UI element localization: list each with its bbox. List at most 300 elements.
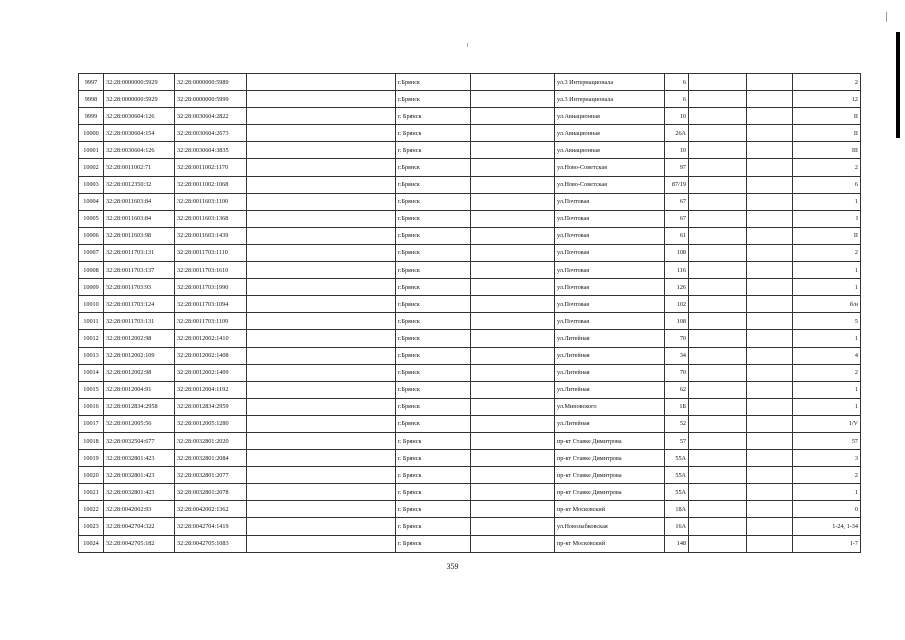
row-number-cell: 10008 bbox=[79, 262, 104, 279]
apartment-cell: I bbox=[793, 210, 861, 227]
cadastral-number-object-cell: 32:28:0011002:1170 bbox=[175, 159, 247, 176]
blank-col-2-cell bbox=[471, 108, 555, 125]
blank-col-cell bbox=[247, 296, 396, 313]
blank-col-3-cell bbox=[689, 450, 747, 467]
table-row bbox=[79, 296, 861, 313]
blank-col-3-cell bbox=[689, 244, 747, 261]
row-number-cell: 10011 bbox=[79, 313, 104, 330]
blank-col-3-cell bbox=[689, 296, 747, 313]
cadastral-number-object-cell: 32:28:0042002:1362 bbox=[175, 501, 247, 518]
street-cell: пр-кт Ставке Димитрова bbox=[555, 432, 665, 449]
apartment-cell: 1 bbox=[793, 398, 861, 415]
apartment-cell: 1 bbox=[793, 484, 861, 501]
street-cell: ул.Ново-Советская bbox=[555, 159, 665, 176]
blank-col-2-cell bbox=[471, 279, 555, 296]
street-cell: ул.Литейная bbox=[555, 347, 665, 364]
cadastral-number-object-cell: 32:28:0030604:2822 bbox=[175, 108, 247, 125]
blank-col-cell bbox=[247, 364, 396, 381]
blank-col-3-cell bbox=[689, 279, 747, 296]
table-row bbox=[79, 432, 861, 449]
blank-col-4-cell bbox=[747, 142, 793, 159]
table-row bbox=[79, 484, 861, 501]
blank-col-2-cell bbox=[471, 415, 555, 432]
cadastral-number-object-cell: 32:28:0042704:1419 bbox=[175, 518, 247, 535]
apartment-cell: 6 bbox=[793, 176, 861, 193]
city-cell: г.Брянск bbox=[396, 193, 471, 210]
apartment-cell: б/н bbox=[793, 296, 861, 313]
blank-col-cell bbox=[247, 279, 396, 296]
city-cell: г.Брянск bbox=[396, 398, 471, 415]
row-number-cell: 10016 bbox=[79, 398, 104, 415]
blank-col-4-cell bbox=[747, 313, 793, 330]
cadastral-number-land-cell: 32:28:0011002:71 bbox=[104, 159, 175, 176]
cadastral-number-land-cell: 32:28:0011703:124 bbox=[104, 296, 175, 313]
blank-col-2-cell bbox=[471, 501, 555, 518]
table-row bbox=[79, 74, 861, 91]
street-cell: ул.Литейная bbox=[555, 415, 665, 432]
cadastral-number-land-cell: 32:28:0042002:93 bbox=[104, 501, 175, 518]
row-number-cell: 10012 bbox=[79, 330, 104, 347]
blank-col-4-cell bbox=[747, 125, 793, 142]
apartment-cell: 1 bbox=[793, 381, 861, 398]
city-cell: г.Брянск bbox=[396, 347, 471, 364]
table-row bbox=[79, 415, 861, 432]
table-row bbox=[79, 398, 861, 415]
house-number-cell: 52 bbox=[665, 415, 689, 432]
city-cell: г.Брянск bbox=[396, 91, 471, 108]
house-number-cell: 55А bbox=[665, 450, 689, 467]
blank-col-4-cell bbox=[747, 210, 793, 227]
cadastral-number-object-cell: 32:28:0032801:2084 bbox=[175, 450, 247, 467]
blank-col-4-cell bbox=[747, 159, 793, 176]
blank-col-3-cell bbox=[689, 432, 747, 449]
apartment-cell: 2 bbox=[793, 159, 861, 176]
house-number-cell: 70 bbox=[665, 330, 689, 347]
blank-col-cell bbox=[247, 193, 396, 210]
cadastral-number-object-cell: 32:28:0011703:1990 bbox=[175, 279, 247, 296]
apartment-cell: 57 bbox=[793, 432, 861, 449]
row-number-cell: 10007 bbox=[79, 244, 104, 261]
blank-col-4-cell bbox=[747, 176, 793, 193]
apartment-cell: 1 bbox=[793, 193, 861, 210]
cadastral-number-object-cell: 32:28:0011703:1610 bbox=[175, 262, 247, 279]
row-number-cell: 10002 bbox=[79, 159, 104, 176]
blank-col-2-cell bbox=[471, 364, 555, 381]
cadastral-number-land-cell: 32:28:0011703:93 bbox=[104, 279, 175, 296]
apartment-cell: 2 bbox=[793, 364, 861, 381]
table-row bbox=[79, 313, 861, 330]
cadastral-number-object-cell: 32:28:0032801:2078 bbox=[175, 484, 247, 501]
blank-col-3-cell bbox=[689, 484, 747, 501]
cadastral-number-object-cell: 32:28:0012004:1192 bbox=[175, 381, 247, 398]
street-cell: ул.Почтовая bbox=[555, 193, 665, 210]
blank-col-3-cell bbox=[689, 381, 747, 398]
cadastral-number-land-cell: 32:28:0030604:154 bbox=[104, 125, 175, 142]
house-number-cell: 62 bbox=[665, 381, 689, 398]
street-cell: ул.Миновского bbox=[555, 398, 665, 415]
blank-col-cell bbox=[247, 74, 396, 91]
table-row bbox=[79, 142, 861, 159]
cadastral-number-object-cell: 32:28:0030604:2673 bbox=[175, 125, 247, 142]
house-number-cell: 6 bbox=[665, 91, 689, 108]
house-number-cell: 55А bbox=[665, 467, 689, 484]
blank-col-cell bbox=[247, 210, 396, 227]
row-number-cell: 10024 bbox=[79, 535, 104, 552]
apartment-cell: 12 bbox=[793, 91, 861, 108]
table-row bbox=[79, 381, 861, 398]
table-row bbox=[79, 91, 861, 108]
blank-col-2-cell bbox=[471, 91, 555, 108]
cadastral-number-object-cell: 32:28:0032801:2020 bbox=[175, 432, 247, 449]
house-number-cell: 16А bbox=[665, 518, 689, 535]
cadastral-number-object-cell: 32:28:0042705:1083 bbox=[175, 535, 247, 552]
cadastral-number-object-cell: 32:28:0030604:3835 bbox=[175, 142, 247, 159]
blank-col-cell bbox=[247, 313, 396, 330]
cadastral-number-land-cell: 32:28:0030604:126 bbox=[104, 142, 175, 159]
blank-col-cell bbox=[247, 159, 396, 176]
street-cell: ул.Ново-Советская bbox=[555, 176, 665, 193]
street-cell: ул.Литейная bbox=[555, 364, 665, 381]
blank-col-cell bbox=[247, 142, 396, 159]
house-number-cell: 1Б bbox=[665, 398, 689, 415]
blank-col-cell bbox=[247, 108, 396, 125]
street-cell: ул.Почтовая bbox=[555, 279, 665, 296]
city-cell: г. Брянск bbox=[396, 501, 471, 518]
house-number-cell: 70 bbox=[665, 364, 689, 381]
blank-col-2-cell bbox=[471, 159, 555, 176]
blank-col-cell bbox=[247, 398, 396, 415]
city-cell: г.Брянск bbox=[396, 381, 471, 398]
blank-col-4-cell bbox=[747, 74, 793, 91]
row-number-cell: 10015 bbox=[79, 381, 104, 398]
scan-mark-top bbox=[886, 12, 887, 22]
blank-col-2-cell bbox=[471, 518, 555, 535]
house-number-cell: 87/19 bbox=[665, 176, 689, 193]
apartment-cell: II bbox=[793, 108, 861, 125]
row-number-cell: 10001 bbox=[79, 142, 104, 159]
blank-col-3-cell bbox=[689, 159, 747, 176]
cadastral-number-land-cell: 32:28:0012002:98 bbox=[104, 364, 175, 381]
city-cell: г.Брянск bbox=[396, 262, 471, 279]
blank-col-cell bbox=[247, 262, 396, 279]
blank-col-2-cell bbox=[471, 398, 555, 415]
blank-col-4-cell bbox=[747, 347, 793, 364]
table-row bbox=[79, 347, 861, 364]
blank-col-2-cell bbox=[471, 193, 555, 210]
cadastral-number-object-cell: 32:28:0011703:1110 bbox=[175, 244, 247, 261]
cadastral-number-land-cell: 32:28:0042704:322 bbox=[104, 518, 175, 535]
cadastral-number-land-cell: 32:28:0012002:98 bbox=[104, 330, 175, 347]
apartment-cell: II bbox=[793, 227, 861, 244]
blank-col-cell bbox=[247, 227, 396, 244]
city-cell: г. Брянск bbox=[396, 108, 471, 125]
cadastral-number-land-cell: 32:28:0030604:126 bbox=[104, 108, 175, 125]
city-cell: г. Брянск bbox=[396, 518, 471, 535]
blank-col-4-cell bbox=[747, 279, 793, 296]
registry-table-body bbox=[79, 74, 861, 553]
apartment-cell: III bbox=[793, 142, 861, 159]
blank-col-4-cell bbox=[747, 364, 793, 381]
blank-col-2-cell bbox=[471, 484, 555, 501]
city-cell: г. Брянск bbox=[396, 484, 471, 501]
street-cell: ул.Литейная bbox=[555, 381, 665, 398]
blank-col-cell bbox=[247, 91, 396, 108]
street-cell: ул.Литейная bbox=[555, 330, 665, 347]
row-number-cell: 10010 bbox=[79, 296, 104, 313]
house-number-cell: 10 bbox=[665, 108, 689, 125]
cadastral-number-land-cell: 32:28:0012834:2958 bbox=[104, 398, 175, 415]
cadastral-number-object-cell: 32:28:0012834:2959 bbox=[175, 398, 247, 415]
blank-col-cell bbox=[247, 535, 396, 552]
blank-col-3-cell bbox=[689, 74, 747, 91]
row-number-cell: 10006 bbox=[79, 227, 104, 244]
house-number-cell: 10 bbox=[665, 142, 689, 159]
blank-col-4-cell bbox=[747, 296, 793, 313]
city-cell: г.Брянск bbox=[396, 244, 471, 261]
table-row bbox=[79, 125, 861, 142]
blank-col-2-cell bbox=[471, 330, 555, 347]
street-cell: ул.3 Интернационала bbox=[555, 91, 665, 108]
blank-col-2-cell bbox=[471, 450, 555, 467]
city-cell: г.Брянск bbox=[396, 74, 471, 91]
blank-col-3-cell bbox=[689, 125, 747, 142]
house-number-cell: 6 bbox=[665, 74, 689, 91]
table-row bbox=[79, 227, 861, 244]
table-row bbox=[79, 501, 861, 518]
apartment-cell: 1-24, 1-34 bbox=[793, 518, 861, 535]
cadastral-number-object-cell: 32:28:0032801:2077 bbox=[175, 467, 247, 484]
cadastral-number-object-cell: 32:28:0011703:1109 bbox=[175, 313, 247, 330]
row-number-cell: 10003 bbox=[79, 176, 104, 193]
cadastral-number-land-cell: 32:28:0011703:131 bbox=[104, 313, 175, 330]
blank-col-2-cell bbox=[471, 227, 555, 244]
scan-edge-bar bbox=[896, 32, 900, 138]
house-number-cell: 126 bbox=[665, 279, 689, 296]
cadastral-number-land-cell: 32:28:0011603:98 bbox=[104, 227, 175, 244]
blank-col-4-cell bbox=[747, 381, 793, 398]
page-number: 359 bbox=[446, 562, 459, 571]
street-cell: ул.Почтовая bbox=[555, 313, 665, 330]
blank-col-4-cell bbox=[747, 244, 793, 261]
house-number-cell: 67 bbox=[665, 210, 689, 227]
blank-col-cell bbox=[247, 125, 396, 142]
house-number-cell: 108 bbox=[665, 244, 689, 261]
table-row bbox=[79, 450, 861, 467]
blank-col-2-cell bbox=[471, 262, 555, 279]
blank-col-2-cell bbox=[471, 74, 555, 91]
blank-col-4-cell bbox=[747, 467, 793, 484]
apartment-cell: 1 bbox=[793, 330, 861, 347]
row-number-cell: 9997 bbox=[79, 74, 104, 91]
blank-col-3-cell bbox=[689, 364, 747, 381]
street-cell: ул.Новозыбковская bbox=[555, 518, 665, 535]
blank-col-3-cell bbox=[689, 108, 747, 125]
cadastral-number-land-cell: 32:28:0011703:131 bbox=[104, 244, 175, 261]
cadastral-number-land-cell: 32:28:0000000:5929 bbox=[104, 91, 175, 108]
apartment-cell: 2 bbox=[793, 244, 861, 261]
cadastral-number-object-cell: 32:28:0012002:1408 bbox=[175, 347, 247, 364]
cadastral-number-land-cell: 32:28:0032801:423 bbox=[104, 467, 175, 484]
blank-col-3-cell bbox=[689, 330, 747, 347]
blank-col-cell bbox=[247, 244, 396, 261]
row-number-cell: 10017 bbox=[79, 415, 104, 432]
street-cell: ул.Авиационная bbox=[555, 142, 665, 159]
row-number-cell: 9998 bbox=[79, 91, 104, 108]
city-cell: г. Брянск bbox=[396, 535, 471, 552]
street-cell: ул.Почтовая bbox=[555, 227, 665, 244]
blank-col-2-cell bbox=[471, 176, 555, 193]
blank-col-3-cell bbox=[689, 398, 747, 415]
house-number-cell: 55А bbox=[665, 484, 689, 501]
row-number-cell: 10004 bbox=[79, 193, 104, 210]
blank-col-cell bbox=[247, 330, 396, 347]
blank-col-4-cell bbox=[747, 91, 793, 108]
blank-col-2-cell bbox=[471, 535, 555, 552]
blank-col-4-cell bbox=[747, 330, 793, 347]
row-number-cell: 10023 bbox=[79, 518, 104, 535]
cadastral-number-object-cell: 32:28:0000000:5989 bbox=[175, 74, 247, 91]
cadastral-number-object-cell: 32:28:0000000:5999 bbox=[175, 91, 247, 108]
city-cell: г.Брянск bbox=[396, 176, 471, 193]
blank-col-4-cell bbox=[747, 484, 793, 501]
table-row bbox=[79, 467, 861, 484]
row-number-cell: 10000 bbox=[79, 125, 104, 142]
cadastral-number-land-cell: 32:28:0042705:182 bbox=[104, 535, 175, 552]
city-cell: г.Брянск bbox=[396, 313, 471, 330]
blank-col-2-cell bbox=[471, 210, 555, 227]
table-row bbox=[79, 535, 861, 552]
scan-mark-center bbox=[467, 43, 468, 47]
row-number-cell: 10018 bbox=[79, 432, 104, 449]
table-row bbox=[79, 108, 861, 125]
house-number-cell: 26А bbox=[665, 125, 689, 142]
house-number-cell: 97 bbox=[665, 159, 689, 176]
city-cell: г. Брянск bbox=[396, 450, 471, 467]
street-cell: ул.Почтовая bbox=[555, 210, 665, 227]
table-row bbox=[79, 210, 861, 227]
apartment-cell: 1 bbox=[793, 262, 861, 279]
blank-col-3-cell bbox=[689, 176, 747, 193]
blank-col-2-cell bbox=[471, 244, 555, 261]
row-number-cell: 10020 bbox=[79, 467, 104, 484]
row-number-cell: 10005 bbox=[79, 210, 104, 227]
row-number-cell: 10014 bbox=[79, 364, 104, 381]
cadastral-number-object-cell: 32:28:0012002:1409 bbox=[175, 364, 247, 381]
cadastral-number-land-cell: 32:28:0032504:677 bbox=[104, 432, 175, 449]
table-row bbox=[79, 279, 861, 296]
table-row bbox=[79, 244, 861, 261]
city-cell: г.Брянск bbox=[396, 227, 471, 244]
blank-col-3-cell bbox=[689, 193, 747, 210]
street-cell: ул.Авиационная bbox=[555, 108, 665, 125]
cadastral-number-object-cell: 32:28:0011603:1368 bbox=[175, 210, 247, 227]
blank-col-4-cell bbox=[747, 518, 793, 535]
apartment-cell: 1 bbox=[793, 279, 861, 296]
blank-col-2-cell bbox=[471, 125, 555, 142]
blank-col-4-cell bbox=[747, 262, 793, 279]
row-number-cell: 10022 bbox=[79, 501, 104, 518]
blank-col-3-cell bbox=[689, 91, 747, 108]
house-number-cell: 57 bbox=[665, 432, 689, 449]
city-cell: г.Брянск bbox=[396, 364, 471, 381]
blank-col-3-cell bbox=[689, 313, 747, 330]
city-cell: г.Брянск bbox=[396, 296, 471, 313]
row-number-cell: 10009 bbox=[79, 279, 104, 296]
city-cell: г.Брянск bbox=[396, 210, 471, 227]
house-number-cell: 148 bbox=[665, 535, 689, 552]
apartment-cell: II bbox=[793, 125, 861, 142]
row-number-cell: 9999 bbox=[79, 108, 104, 125]
blank-col-4-cell bbox=[747, 501, 793, 518]
blank-col-cell bbox=[247, 347, 396, 364]
city-cell: г. Брянск bbox=[396, 467, 471, 484]
street-cell: ул.Авиационная bbox=[555, 125, 665, 142]
blank-col-4-cell bbox=[747, 432, 793, 449]
city-cell: г. Брянск bbox=[396, 125, 471, 142]
street-cell: ул.Почтовая bbox=[555, 244, 665, 261]
row-number-cell: 10021 bbox=[79, 484, 104, 501]
cadastral-number-land-cell: 32:28:0032801:423 bbox=[104, 484, 175, 501]
city-cell: г.Брянск bbox=[396, 415, 471, 432]
blank-col-4-cell bbox=[747, 450, 793, 467]
blank-col-3-cell bbox=[689, 415, 747, 432]
cadastral-number-land-cell: 32:28:0011603:84 bbox=[104, 193, 175, 210]
house-number-cell: 102 bbox=[665, 296, 689, 313]
street-cell: пр-кт Московский bbox=[555, 535, 665, 552]
blank-col-2-cell bbox=[471, 347, 555, 364]
cadastral-number-land-cell: 32:28:0012350:32 bbox=[104, 176, 175, 193]
blank-col-3-cell bbox=[689, 142, 747, 159]
blank-col-cell bbox=[247, 415, 396, 432]
blank-col-4-cell bbox=[747, 535, 793, 552]
cadastral-number-land-cell: 32:28:0012005:56 bbox=[104, 415, 175, 432]
blank-col-4-cell bbox=[747, 415, 793, 432]
blank-col-cell bbox=[247, 381, 396, 398]
cadastral-number-object-cell: 32:28:0011703:1094 bbox=[175, 296, 247, 313]
registry-table bbox=[78, 73, 861, 553]
blank-col-3-cell bbox=[689, 227, 747, 244]
blank-col-cell bbox=[247, 484, 396, 501]
house-number-cell: 67 bbox=[665, 193, 689, 210]
table-row bbox=[79, 193, 861, 210]
row-number-cell: 10013 bbox=[79, 347, 104, 364]
blank-col-3-cell bbox=[689, 467, 747, 484]
cadastral-number-land-cell: 32:28:0032801:423 bbox=[104, 450, 175, 467]
city-cell: г.Брянск bbox=[396, 330, 471, 347]
house-number-cell: 116 bbox=[665, 262, 689, 279]
blank-col-cell bbox=[247, 501, 396, 518]
blank-col-2-cell bbox=[471, 313, 555, 330]
table-row bbox=[79, 364, 861, 381]
city-cell: г.Брянск bbox=[396, 159, 471, 176]
cadastral-number-land-cell: 32:28:0012004:91 bbox=[104, 381, 175, 398]
table-row bbox=[79, 518, 861, 535]
cadastral-number-land-cell: 32:28:0000000:5929 bbox=[104, 74, 175, 91]
street-cell: ул.Почтовая bbox=[555, 262, 665, 279]
house-number-cell: 34 bbox=[665, 347, 689, 364]
blank-col-4-cell bbox=[747, 108, 793, 125]
apartment-cell: 1/V bbox=[793, 415, 861, 432]
cadastral-number-land-cell: 32:28:0011703:137 bbox=[104, 262, 175, 279]
blank-col-2-cell bbox=[471, 432, 555, 449]
city-cell: г. Брянск bbox=[396, 432, 471, 449]
street-cell: пр-кт Ставке Димитрова bbox=[555, 450, 665, 467]
blank-col-4-cell bbox=[747, 227, 793, 244]
blank-col-cell bbox=[247, 432, 396, 449]
blank-col-2-cell bbox=[471, 142, 555, 159]
house-number-cell: 18А bbox=[665, 501, 689, 518]
cadastral-number-land-cell: 32:28:0011603:84 bbox=[104, 210, 175, 227]
